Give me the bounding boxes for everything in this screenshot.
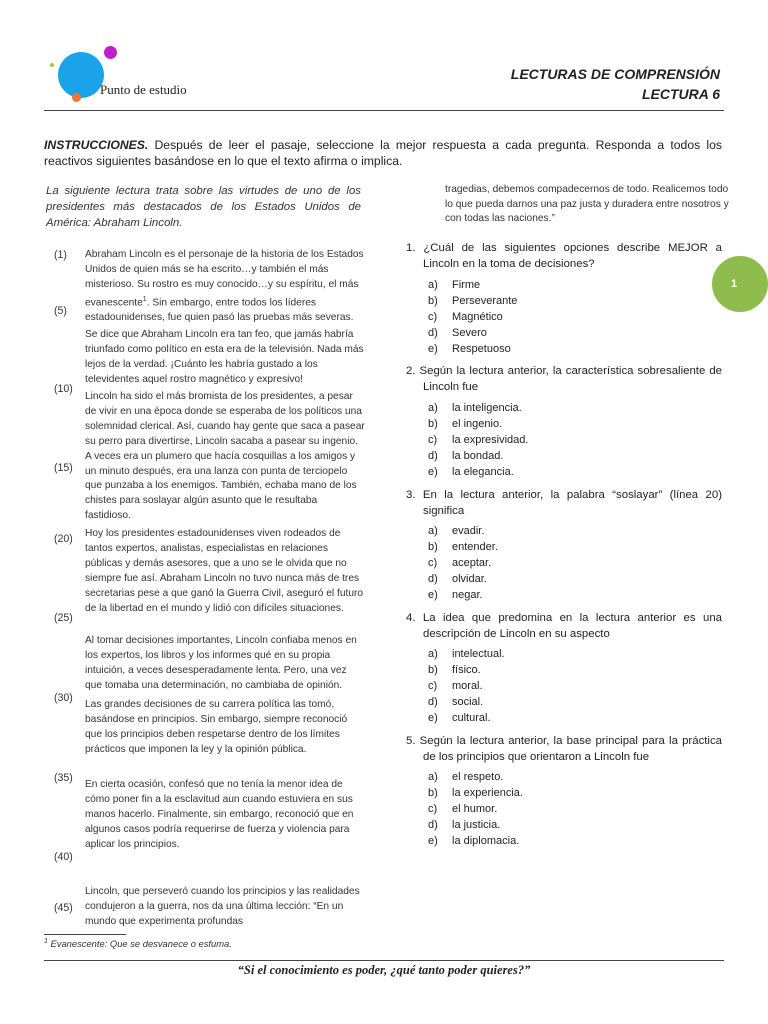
option-letter: e) [428, 343, 438, 356]
option[interactable] [428, 785, 523, 801]
option-text: la bondad. [452, 450, 504, 463]
passage-paragraph-4: Hoy los presidentes estadounidenses viven rodeados de tantos expertos, analistas, especialistas en relaciones públicas y demás asesores, que a uno se le olvida que no siempre fue así. Abraham Lincoln no tuvo nunca más de tres secretarias pese a que ganó la Guerra Civil, aseguró el futuro de la libertad en el mundo y lidió con difíciles situaciones. [85, 528, 364, 614]
option-letter: b) [428, 295, 438, 308]
footer-rule [44, 960, 724, 961]
option-text: la inteligencia. [452, 402, 522, 414]
option-text: aceptar. [452, 557, 492, 570]
passage-text: . Sin embargo, entre todos los líderes estadounidenses, fue quien pasó las pruebas más severas. [85, 297, 354, 324]
option-text: Respetuoso [452, 343, 511, 356]
line-number: (40) [54, 851, 73, 863]
footnote-text: Evanescente: Que se desvanece o esfuma. [47, 938, 232, 950]
passage-paragraph-2: Se dice que Abraham Lincoln era tan feo, que jamás habría triunfado como político en esta era de la televisión. Nada más lejos de la verdad. ¡Cuánto les habría gustado a los televidentes aquel rostro magnético y expresivo! [85, 329, 364, 385]
option[interactable] [428, 277, 517, 293]
option[interactable] [428, 678, 505, 694]
option-letter: b) [428, 541, 438, 554]
option-text: la experiencia. [452, 787, 523, 800]
question-stem: 5. Según la lectura anterior, la base principal para la práctica de los principios que orientaron a Lincoln fue [406, 735, 722, 763]
question-4-options [428, 646, 505, 726]
option[interactable] [428, 801, 523, 817]
option[interactable] [428, 769, 523, 785]
page-number-badge: 1 [712, 256, 768, 312]
question-2-options [428, 400, 528, 480]
logo-dot-orange [72, 93, 81, 102]
option[interactable] [428, 587, 498, 603]
logo-text: Punto de estudio [100, 82, 187, 97]
question-stem: 4. La idea que predomina en la lectura anterior es una descripción de Lincoln en su aspecto [406, 612, 722, 640]
option-text: social. [452, 696, 484, 709]
option-text: entender. [452, 541, 498, 554]
option[interactable] [428, 523, 498, 539]
option-text: negar. [452, 589, 483, 602]
line-number: (10) [54, 383, 73, 395]
option[interactable] [428, 817, 523, 833]
option-text: el respeto. [452, 771, 504, 783]
question-1-options [428, 277, 517, 357]
line-number: (1) [54, 249, 67, 261]
line-number: (25) [54, 612, 73, 624]
option-letter: e) [428, 712, 438, 725]
option-text: la justicia. [452, 819, 501, 832]
passage-paragraph-8: Lincoln, que perseveró cuando los principios y las realidades condujeron a la guerra, nos da una última lección: “En un mundo que experimenta profundas [85, 886, 360, 927]
option-text: cultural. [452, 712, 491, 725]
option-letter: b) [428, 787, 438, 800]
option-text: el humor. [452, 803, 498, 816]
header-title: LECTURAS DE COMPRENSIÓN [510, 66, 720, 82]
option-text: Perseverante [452, 295, 518, 308]
option[interactable] [428, 833, 523, 849]
question-4 [406, 610, 722, 642]
option-text: evadir. [452, 525, 485, 537]
line-number: (45) [54, 902, 73, 914]
question-5 [406, 733, 722, 765]
option-letter: a) [428, 648, 438, 660]
option[interactable] [428, 309, 517, 325]
instructions-label: INSTRUCCIONES. [44, 138, 149, 152]
option-letter: d) [428, 819, 438, 832]
option[interactable] [428, 432, 528, 448]
option[interactable] [428, 448, 528, 464]
option[interactable] [428, 325, 517, 341]
passage-paragraph-1 [85, 248, 365, 326]
option-text: la elegancia. [452, 466, 514, 479]
option[interactable] [428, 646, 505, 662]
option-text: moral. [452, 680, 483, 693]
passage-paragraph-5: Al tomar decisiones importantes, Lincoln confiaba menos en los expertos, los libros y los informes qué en su propia intuición, a veces desesperadamente lenta. Pero, una vez que tomaba una determinación, no cambiaba de opinión. [85, 635, 357, 691]
passage-text: Abraham Lincoln es el personaje de la historia de los Estados Unidos de quien más se ha escrito…y también el más misterioso. Su rostro es muy conocido…y su espíritu, el más evanescente [85, 249, 364, 309]
option-letter: c) [428, 803, 438, 816]
option-letter: a) [428, 771, 438, 783]
logo-dot-green [50, 63, 54, 67]
line-number: (5) [54, 305, 67, 317]
question-3-options [428, 523, 498, 603]
option[interactable] [428, 662, 505, 678]
option-letter: b) [428, 418, 438, 431]
question-3 [406, 487, 722, 519]
option-text: la expresividad. [452, 434, 529, 447]
reading-intro: La siguiente lectura trata sobre las virtudes de uno de los presidentes más destacados de los Estados Unidos de América: Abraham Lincoln. [46, 185, 361, 229]
option-letter: a) [428, 279, 438, 291]
option-letter: a) [428, 525, 438, 537]
option-letter: c) [428, 434, 438, 447]
option-text: físico. [452, 664, 481, 677]
header-subtitle: LECTURA 6 [641, 86, 720, 102]
option-letter: a) [428, 402, 438, 414]
option-text: olvidar. [452, 573, 487, 586]
option[interactable] [428, 464, 528, 480]
logo-dot-pink [104, 46, 117, 59]
option-letter: c) [428, 680, 438, 693]
option[interactable] [428, 293, 517, 309]
option-letter: c) [428, 557, 438, 570]
option-text: la diplomacia. [452, 835, 520, 848]
option-letter: e) [428, 589, 438, 602]
passage-paragraph-6: Las grandes decisiones de su carrera política las tomó, basándose en principios. Sin embargo, siempre reconoció que los principios deben respetarse dentro de los límites prácticos que imponen la ley y la opinión pública. [85, 699, 348, 755]
option[interactable] [428, 694, 505, 710]
footnote-number: 1 [44, 938, 48, 945]
line-number: (15) [54, 462, 73, 474]
option[interactable] [428, 555, 498, 571]
question-1 [406, 240, 722, 272]
passage-continuation: tragedias, debemos compadecernos de todo. Realicemos todo lo que pueda darnos una paz justa y duradera entre nosotros y con todas las naciones.” [445, 184, 729, 224]
option-text: el ingenio. [452, 418, 503, 431]
option[interactable] [428, 416, 528, 432]
option[interactable] [428, 571, 498, 587]
header-rule [44, 110, 724, 111]
option-text: Firme [452, 279, 481, 291]
footer-quote: “Si el conocimiento es poder, ¿qué tanto poder quieres?” [237, 963, 531, 977]
passage-paragraph-7: En cierta ocasión, confesó que no tenía la menor idea de cómo poner fin a la esclavitud aun cuando estuviera en sus manos hacerlo. Finalmente, sin embargo, reconoció que en algunos casos podría requerirse de fuerza y violencia para aplicar los principios. [85, 779, 354, 850]
question-stem: 2. Según la lectura anterior, la característica sobresaliente de Lincoln fue [406, 365, 722, 393]
option-text: Severo [452, 327, 487, 340]
question-stem: 1. ¿Cuál de las siguientes opciones describe MEJOR a Lincoln en la toma de decisiones? [406, 242, 722, 270]
option-letter: d) [428, 573, 438, 586]
footnote [44, 938, 232, 949]
option-letter: c) [428, 311, 438, 324]
option-letter: e) [428, 466, 438, 479]
option-letter: d) [428, 450, 438, 463]
instructions [44, 137, 722, 169]
option-letter: d) [428, 696, 438, 709]
logo-circle-blue [58, 52, 104, 98]
question-2 [406, 363, 722, 395]
option[interactable] [428, 341, 517, 357]
footnote-ref: 1 [142, 295, 147, 303]
option-letter: b) [428, 664, 438, 677]
option-letter: d) [428, 327, 438, 340]
question-5-options [428, 769, 523, 849]
line-number: (30) [54, 692, 73, 704]
line-number: (20) [54, 533, 73, 545]
instructions-text: Después de leer el pasaje, seleccione la mejor respuesta a cada pregunta. Responda a todos los reactivos siguientes basándose en lo que el texto afirma o implica. [44, 138, 722, 168]
option-text: Magnético [452, 311, 503, 324]
option[interactable] [428, 539, 498, 555]
line-number: (35) [54, 772, 73, 784]
option[interactable] [428, 710, 505, 726]
question-stem: 3. En la lectura anterior, la palabra “soslayar” (línea 20) significa [406, 489, 722, 517]
footnote-rule [44, 934, 126, 935]
passage-paragraph-3: Lincoln ha sido el más bromista de los presidentes, a pesar de vivir en una época donde se esperaba de los políticos una solemnidad clerical. Así, cuando hay gente que saca a pasear su perro para divertirse, Lincoln sacaba a pasear su ingenio. A veces era un plumero que hacía cosquillas a los amigos y un minuto después, era una lanza con punta de terciopelo que punzaba a los enemigos. También, echaba mano de los chistes para soslayar algún asunto que le resultaba fastidioso. [85, 391, 365, 522]
option-text: intelectual. [452, 648, 505, 660]
option-letter: e) [428, 835, 438, 848]
option[interactable] [428, 400, 528, 416]
